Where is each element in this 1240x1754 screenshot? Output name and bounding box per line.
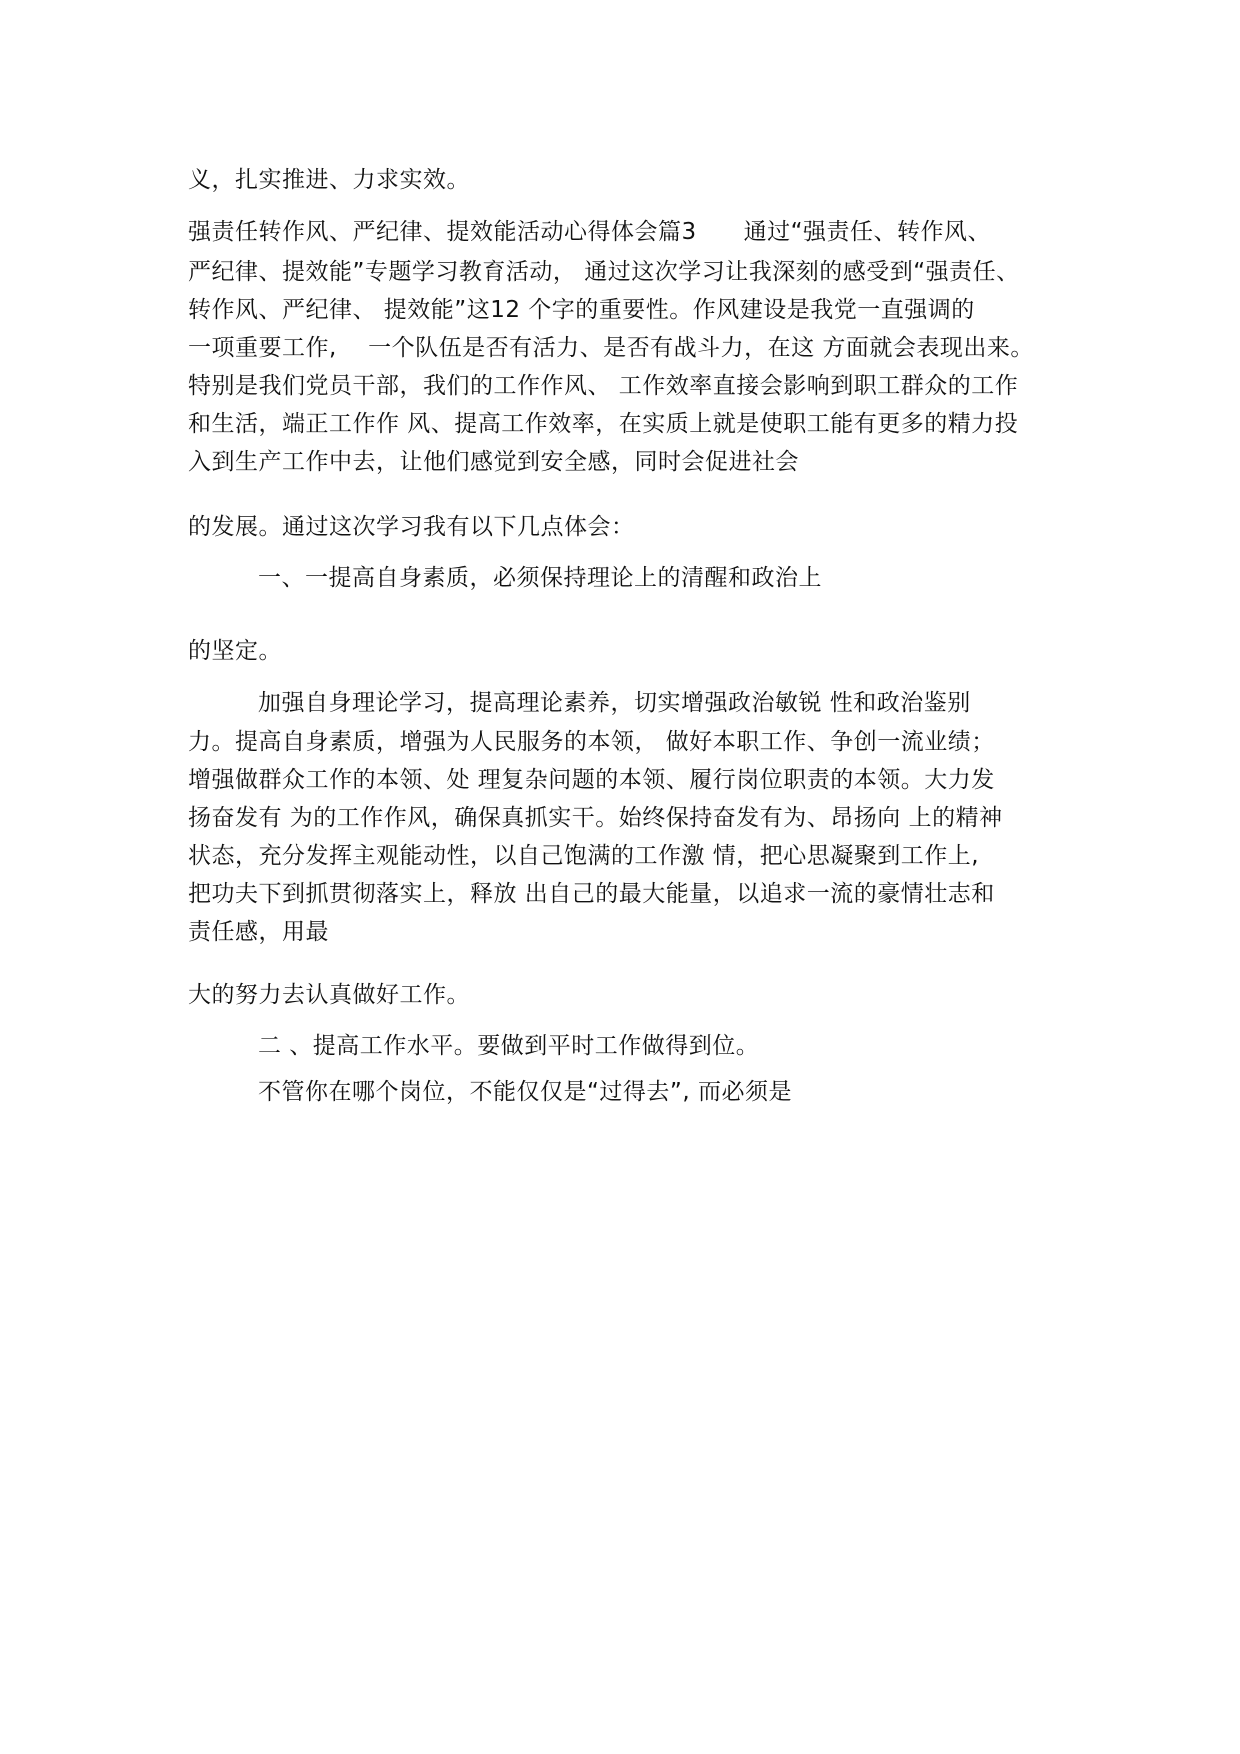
text-line: 特别是我们党员干部，我们的工作作风、 工作效率直接会影响到职工群众的工作 [188, 373, 1019, 399]
text-line: 转作风、严纪律、 提效能”这12 个字的重要性。作风建设是我党一直强调的 [188, 297, 975, 323]
text-line: 责任感，用最 [188, 919, 329, 945]
text-line: 扬奋发有 为的工作作风，确保真抓实干。始终保持奋发有为、昂扬向 上的精神 [188, 805, 1003, 831]
text-line: 力。提高自身素质，增强为人民服务的本领， 做好本职工作、争创一流业绩； [188, 729, 995, 755]
text-line: 状态，充分发挥主观能动性，以自己饱满的工作激 情，把心思凝聚到工作上, [188, 843, 980, 869]
text-line: 的坚定。 [188, 638, 282, 664]
text-line: 义，扎实推进、力求实效。 [188, 167, 470, 193]
text-line: 严纪律、提效能”专题学习教育活动， 通过这次学习让我深刻的感受到“强责任、 [188, 259, 1020, 285]
section-heading: 一、一提高自身素质，必须保持理论上的清醒和政治上 [258, 565, 822, 591]
text-line: 一项重要工作, 一个队伍是否有活力、是否有战斗力，在这 方面就会表现出来。 [188, 335, 1034, 361]
text-line: 加强自身理论学习，提高理论素养，切实增强政治敏锐 性和政治鉴别 [258, 690, 971, 716]
text-line: 强责任转作风、严纪律、提效能活动心得体会篇3 通过“强责任、转作风、 [188, 219, 992, 245]
section-heading: 二 、提高工作水平。要做到平时工作做得到位。 [258, 1033, 760, 1059]
text-line: 不管你在哪个岗位，不能仅仅是“过得去”, 而必须是 [258, 1079, 792, 1105]
text-line: 大的努力去认真做好工作。 [188, 982, 470, 1008]
text-line: 的发展。通过这次学习我有以下几点体会： [188, 514, 635, 540]
text-line: 入到生产工作中去，让他们感觉到安全感，同时会促进社会 [188, 449, 799, 475]
text-line: 把功夫下到抓贯彻落实上，释放 出自己的最大能量，以追求一流的豪情壮志和 [188, 881, 995, 907]
text-line: 增强做群众工作的本领、处 理复杂问题的本领、履行岗位职责的本领。大力发 [188, 767, 995, 793]
text-line: 和生活，端正工作作 风、提高工作效率，在实质上就是使职工能有更多的精力投 [188, 411, 1019, 437]
